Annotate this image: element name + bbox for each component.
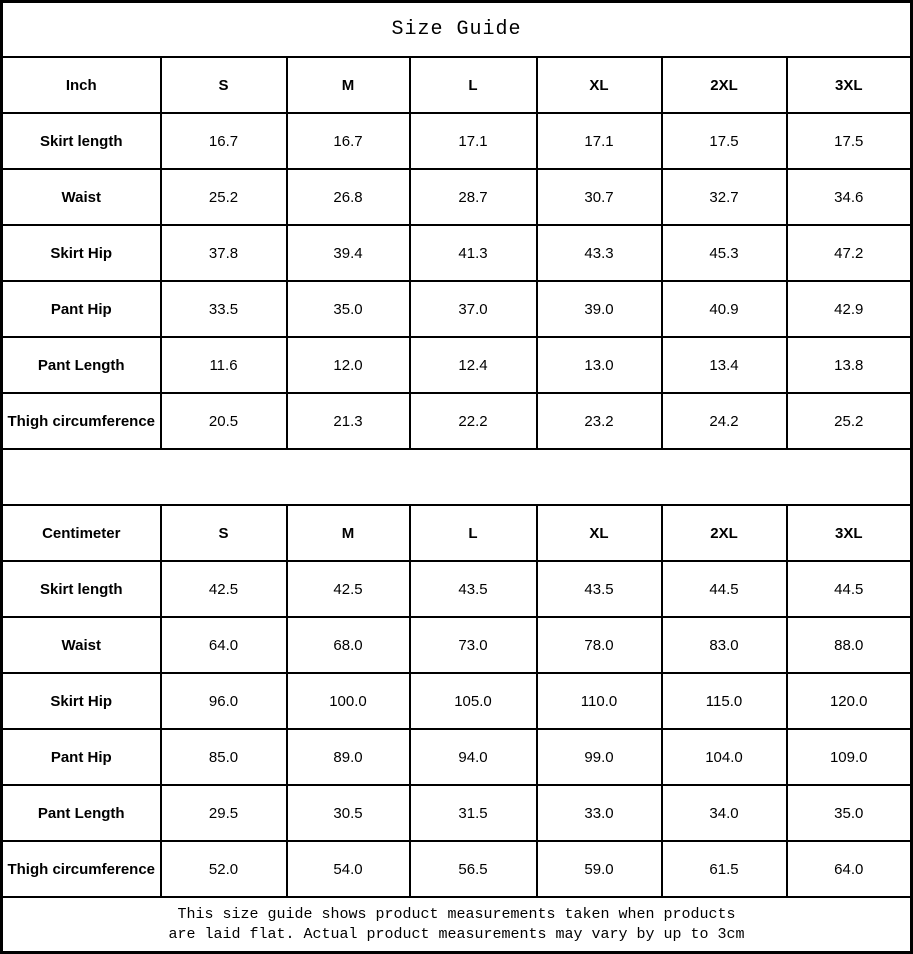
- footer-note-line2: are laid flat. Actual product measurements may vary by up to 3cm: [168, 925, 745, 943]
- measurement-cell: 64.0: [161, 617, 287, 673]
- size-header-l: L: [410, 57, 537, 113]
- table-spacer-row: [2, 449, 912, 505]
- measurement-cell: 44.5: [662, 561, 787, 617]
- measurement-cell: 43.5: [537, 561, 662, 617]
- measurement-cell: 43.5: [410, 561, 537, 617]
- measurement-cell: 24.2: [662, 393, 787, 449]
- measurement-cell: 73.0: [410, 617, 537, 673]
- measurement-cell: 47.2: [787, 225, 912, 281]
- table-row-inch-pant-hip: [2, 281, 912, 337]
- size-header-xl: XL: [537, 57, 662, 113]
- measurement-cell: 12.0: [287, 337, 410, 393]
- measurement-cell: 16.7: [287, 113, 410, 169]
- size-header-2xl: 2XL: [662, 505, 787, 561]
- footer-note-line1: This size guide shows product measurements taken when products: [177, 905, 736, 923]
- measurement-cell: 40.9: [662, 281, 787, 337]
- row-label: Pant Length: [2, 785, 161, 841]
- measurement-cell: 96.0: [161, 673, 287, 729]
- row-label: Skirt Hip: [2, 225, 161, 281]
- size-header-xl: XL: [537, 505, 662, 561]
- size-header-s: S: [161, 57, 287, 113]
- measurement-cell: 16.7: [161, 113, 287, 169]
- measurement-cell: 52.0: [161, 841, 287, 897]
- measurement-cell: 32.7: [662, 169, 787, 225]
- row-label: Skirt length: [2, 561, 161, 617]
- measurement-cell: 109.0: [787, 729, 912, 785]
- measurement-cell: 61.5: [662, 841, 787, 897]
- measurement-cell: 28.7: [410, 169, 537, 225]
- measurement-cell: 13.8: [787, 337, 912, 393]
- measurement-cell: 20.5: [161, 393, 287, 449]
- measurement-cell: 94.0: [410, 729, 537, 785]
- row-label: Thigh circumference: [2, 841, 161, 897]
- table-row-inch-skirt-hip: [2, 225, 912, 281]
- unit-header-inch: Inch: [2, 57, 161, 113]
- table-row-cm-skirt-hip: [2, 673, 912, 729]
- measurement-cell: 33.0: [537, 785, 662, 841]
- measurement-cell: 41.3: [410, 225, 537, 281]
- measurement-cell: 43.3: [537, 225, 662, 281]
- measurement-cell: 17.5: [662, 113, 787, 169]
- measurement-cell: 21.3: [287, 393, 410, 449]
- size-header-l: L: [410, 505, 537, 561]
- table-row-cm-thigh-circumference: [2, 841, 912, 897]
- measurement-cell: 35.0: [787, 785, 912, 841]
- measurement-cell: 89.0: [287, 729, 410, 785]
- footer-row: [2, 897, 912, 953]
- measurement-cell: 64.0: [787, 841, 912, 897]
- measurement-cell: 12.4: [410, 337, 537, 393]
- measurement-cell: 17.5: [787, 113, 912, 169]
- measurement-cell: 25.2: [161, 169, 287, 225]
- page-title: Size Guide: [2, 2, 912, 58]
- measurement-cell: 23.2: [537, 393, 662, 449]
- measurement-cell: 99.0: [537, 729, 662, 785]
- table-row-cm-skirt-length: [2, 561, 912, 617]
- measurement-cell: 37.8: [161, 225, 287, 281]
- title-row: [2, 2, 912, 58]
- measurement-cell: 22.2: [410, 393, 537, 449]
- table-row-inch-thigh-circumference: [2, 393, 912, 449]
- measurement-cell: 100.0: [287, 673, 410, 729]
- measurement-cell: 25.2: [787, 393, 912, 449]
- measurement-cell: 34.0: [662, 785, 787, 841]
- measurement-cell: 115.0: [662, 673, 787, 729]
- size-header-s: S: [161, 505, 287, 561]
- measurement-cell: 39.0: [537, 281, 662, 337]
- table-row-cm-pant-hip: [2, 729, 912, 785]
- spacer: [2, 449, 912, 505]
- measurement-cell: 26.8: [287, 169, 410, 225]
- row-label: Skirt Hip: [2, 673, 161, 729]
- row-label: Waist: [2, 169, 161, 225]
- measurement-cell: 78.0: [537, 617, 662, 673]
- measurement-cell: 42.5: [287, 561, 410, 617]
- measurement-cell: 33.5: [161, 281, 287, 337]
- size-header-m: M: [287, 57, 410, 113]
- measurement-cell: 30.5: [287, 785, 410, 841]
- measurement-cell: 85.0: [161, 729, 287, 785]
- measurement-cell: 56.5: [410, 841, 537, 897]
- measurement-cell: 39.4: [287, 225, 410, 281]
- table-row-cm-pant-length: [2, 785, 912, 841]
- measurement-cell: 31.5: [410, 785, 537, 841]
- size-header-2xl: 2XL: [662, 57, 787, 113]
- measurement-cell: 59.0: [537, 841, 662, 897]
- row-label: Skirt length: [2, 113, 161, 169]
- measurement-cell: 104.0: [662, 729, 787, 785]
- measurement-cell: 120.0: [787, 673, 912, 729]
- measurement-cell: 13.0: [537, 337, 662, 393]
- unit-header-centimeter: Centimeter: [2, 505, 161, 561]
- measurement-cell: 11.6: [161, 337, 287, 393]
- measurement-cell: 83.0: [662, 617, 787, 673]
- measurement-cell: 13.4: [662, 337, 787, 393]
- row-label: Pant Hip: [2, 281, 161, 337]
- measurement-cell: 88.0: [787, 617, 912, 673]
- row-label: Pant Hip: [2, 729, 161, 785]
- cm-header-row: [2, 505, 912, 561]
- measurement-cell: 17.1: [537, 113, 662, 169]
- measurement-cell: 42.5: [161, 561, 287, 617]
- row-label: Pant Length: [2, 337, 161, 393]
- row-label: Waist: [2, 617, 161, 673]
- footer-note: [2, 897, 912, 953]
- measurement-cell: 110.0: [537, 673, 662, 729]
- measurement-cell: 42.9: [787, 281, 912, 337]
- size-header-3xl: 3XL: [787, 505, 912, 561]
- measurement-cell: 35.0: [287, 281, 410, 337]
- table-row-inch-waist: [2, 169, 912, 225]
- size-header-3xl: 3XL: [787, 57, 912, 113]
- measurement-cell: 44.5: [787, 561, 912, 617]
- measurement-cell: 17.1: [410, 113, 537, 169]
- table-row-cm-waist: [2, 617, 912, 673]
- measurement-cell: 54.0: [287, 841, 410, 897]
- size-header-m: M: [287, 505, 410, 561]
- measurement-cell: 30.7: [537, 169, 662, 225]
- inch-header-row: [2, 57, 912, 113]
- table-row-inch-skirt-length: [2, 113, 912, 169]
- table-row-inch-pant-length: [2, 337, 912, 393]
- row-label: Thigh circumference: [2, 393, 161, 449]
- measurement-cell: 29.5: [161, 785, 287, 841]
- measurement-cell: 37.0: [410, 281, 537, 337]
- measurement-cell: 68.0: [287, 617, 410, 673]
- measurement-cell: 105.0: [410, 673, 537, 729]
- measurement-cell: 45.3: [662, 225, 787, 281]
- measurement-cell: 34.6: [787, 169, 912, 225]
